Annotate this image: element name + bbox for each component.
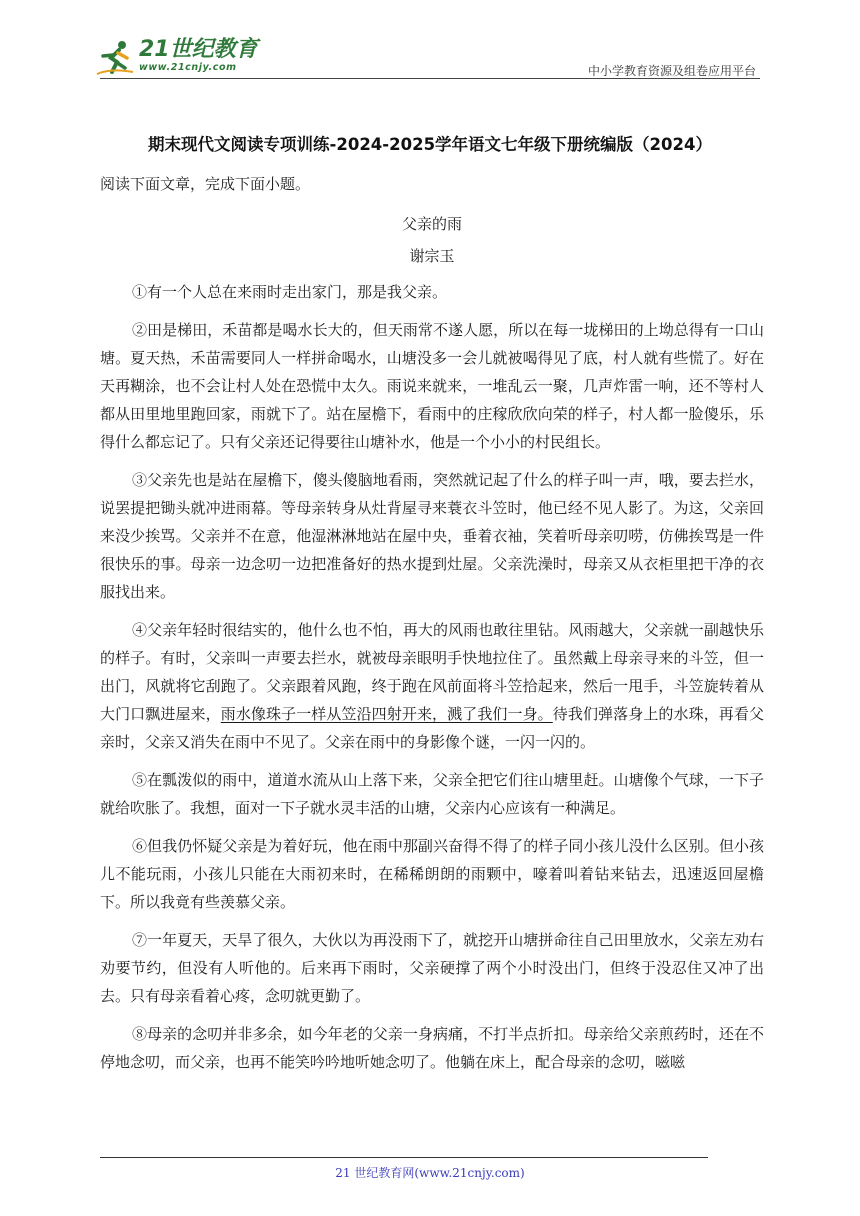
logo-url-text: www.21cnjy.com bbox=[139, 62, 237, 73]
paragraph-8: ⑧母亲的念叨并非多余，如今年老的父亲一身病痛，不打半点折扣。母亲给父亲煎药时，还在不停地念叨，而父亲，也再不能笑吟吟地听她念叨了。他躺在床上，配合母亲的念叨，嗞嗞 bbox=[100, 1025, 764, 1071]
paragraph-4-part-1: ④父亲年轻时很结实的，他什么也不怕，再大的风雨也敢往里钻。风雨越大，父亲就一副越快乐的样子。有时，父亲叫一声要去拦水，就被母亲眼明手快地拉住了。虽然戴上母亲寻来的斗笠，但一出门，风就将它刮跑了。父亲跟着风跑，终于跑在风前面将斗笠拾起来，然后一甩手，斗笠旋转着从大门口飘进屋来， bbox=[100, 621, 764, 723]
paragraph-7: ⑦一年夏天，天旱了很久，大伙以为再没雨下了，就挖开山塘拼命往自己田里放水，父亲左劝右劝要节约，但没有人听他的。后来再下雨时，父亲硬撑了两个小时没出门，但终于没忍住又冲了出去。只有母亲看着心疼，念叨就更勤了。 bbox=[100, 931, 764, 1005]
paragraph-2: ②田是梯田，禾苗都是喝水长大的，但天雨常不遂人愿，所以在每一垅梯田的上坳总得有一口山塘。夏天热，禾苗需要同人一样拼命喝水，山塘没多一会儿就被喝得见了底，村人就有些慌了。好在天再糊涂，也不会让村人处在恐慌中太久。雨说来就来，一堆乱云一聚，几声炸雷一响，还不等村人都从田里地里跑回家，雨就下了。站在屋檐下，看雨中的庄稼欣欣向荣的样子，村人都一脸傻乐，乐得什么都忘记了。只有父亲还记得要往山塘补水，他是一个小小的村民组长。 bbox=[100, 321, 764, 451]
document-body bbox=[100, 170, 764, 1086]
instruction-text: 阅读下面文章，完成下面小题。 bbox=[100, 175, 311, 193]
document-title: 期末现代文阅读专项训练-2024-2025学年语文七年级下册统编版（2024） bbox=[148, 135, 712, 154]
underlined-sentence: 雨水像珠子一样从笠沿四射开来，溅了我们一身。 bbox=[220, 705, 553, 723]
footer-divider bbox=[100, 1157, 708, 1158]
page-header bbox=[95, 30, 760, 80]
header-divider bbox=[100, 78, 760, 79]
paragraph-1: ①有一个人总在来雨时走出家门，那是我父亲。 bbox=[132, 283, 448, 301]
paragraph-6: ⑥但我仍怀疑父亲是为着好玩，他在雨中那副兴奋得不得了的样子同小孩儿没什么区别。但小孩儿不能玩雨，小孩儿只能在大雨初来时，在稀稀朗朗的雨颗中，嚎着叫着钻来钻去，迅速返回屋檐下。所以我竟有些羡慕父亲。 bbox=[100, 837, 764, 911]
paragraph-4-part-2: 待我们弹落身上的水珠，再看父亲时，父亲又消失在雨中不见了。父亲在雨中的身影像个谜，一闪一闪的。 bbox=[100, 705, 764, 751]
article-author: 谢宗玉 bbox=[409, 247, 455, 265]
paragraph-4 bbox=[100, 616, 764, 756]
logo-brand-text: 21世纪教育 bbox=[139, 37, 258, 62]
site-name: 中小学教育资源及组卷应用平台 bbox=[587, 64, 756, 78]
article-title: 父亲的雨 bbox=[401, 215, 462, 233]
paragraph-5: ⑤在瓢泼似的雨中，道道水流从山上落下来，父亲全把它们往山塘里赶。山塘像个气球，一下子就给吹胀了。我想，面对一下子就水灵丰活的山塘，父亲内心应该有一种满足。 bbox=[100, 771, 764, 817]
site-logo[interactable] bbox=[95, 38, 258, 78]
page-footer[interactable]: 21 世纪教育网(www.21cnjy.com) bbox=[335, 1166, 525, 1180]
runner-logo-icon bbox=[95, 38, 135, 78]
paragraph-3: ③父亲先也是站在屋檐下，傻头傻脑地看雨，突然就记起了什么的样子叫一声，哦，要去拦水，说罢提把锄头就冲进雨幕。等母亲转身从灶背屋寻来蓑衣斗笠时，他已经不见人影了。为这，父亲回来没少挨骂。父亲并不在意，他湿淋淋地站在屋中央，垂着衣袖，笑着听母亲叨唠，仿佛挨骂是一件很快乐的事。母亲一边念叨一边把准备好的热水提到灶屋。父亲洗澡时，母亲又从衣柜里把干净的衣服找出来。 bbox=[100, 471, 764, 601]
